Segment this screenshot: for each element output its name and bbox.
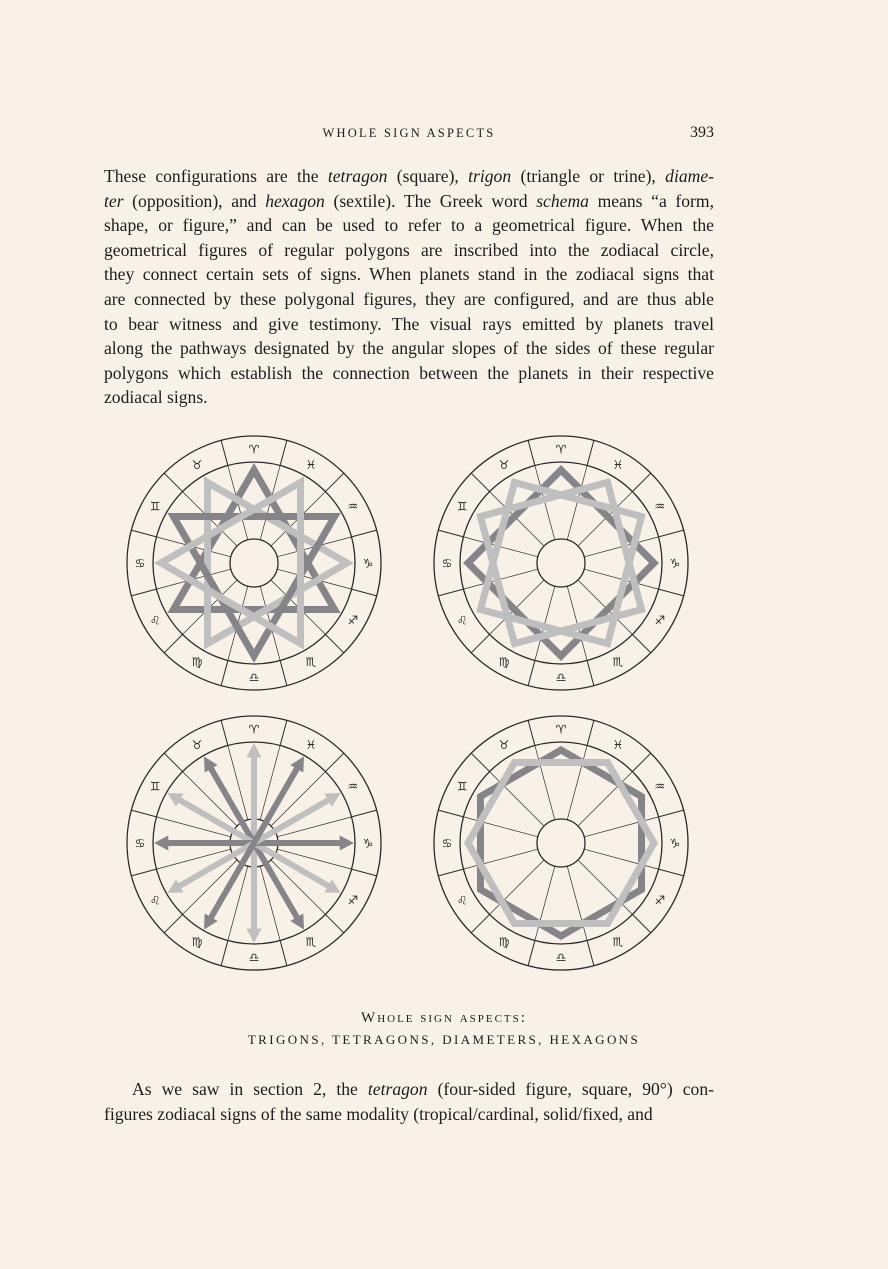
sign-divider — [280, 661, 287, 686]
aspect-wheel-diameters — [127, 716, 381, 970]
inner-circle — [537, 819, 585, 867]
arrow-head — [247, 929, 262, 943]
sign-divider — [587, 661, 594, 686]
italic-term: hexagon — [265, 190, 325, 211]
sign-divider — [438, 810, 463, 817]
sign-divider — [471, 473, 489, 491]
zodiac-sign-glyph: ♌ — [456, 893, 468, 908]
zodiac-sign-glyph: ♍ — [191, 655, 203, 670]
text-line — [104, 287, 714, 312]
body-paragraph-2 — [104, 1077, 714, 1126]
zodiac-sign-glyph: ♏ — [612, 935, 624, 950]
aspect-wheels-figure — [0, 430, 888, 990]
zodiac-sign-glyph: ♍ — [498, 935, 510, 950]
inner-circle — [230, 539, 278, 587]
zodiac-sign-glyph: ♑ — [669, 836, 681, 851]
text-line — [104, 164, 714, 189]
sign-divider — [352, 869, 377, 876]
sign-divider — [587, 440, 594, 465]
sign-divider — [352, 530, 377, 537]
text-line — [104, 262, 714, 287]
zodiac-sign-glyph: ♊ — [149, 779, 161, 794]
zodiac-sign-glyph: ♐ — [654, 613, 666, 628]
sign-divider — [131, 810, 156, 817]
zodiac-sign-glyph: ♈ — [248, 442, 260, 457]
sign-divider — [164, 753, 182, 771]
sign-divider — [659, 810, 684, 817]
sign-divider — [164, 473, 182, 491]
sign-divider — [632, 914, 650, 932]
aspect-wheel-trigons — [127, 436, 381, 690]
text-line — [104, 189, 714, 214]
inner-circle — [537, 539, 585, 587]
sign-divider — [131, 530, 156, 537]
zodiac-sign-glyph: ♓ — [612, 737, 624, 752]
zodiac-sign-glyph: ♋ — [441, 836, 453, 851]
text-run: zodiacal signs. — [104, 387, 208, 408]
text-line — [104, 213, 714, 238]
sign-divider — [438, 869, 463, 876]
figure-caption — [0, 1010, 888, 1048]
aspect-wheel-hexagons — [434, 716, 688, 970]
text-run: means “a form, — [588, 190, 714, 211]
zodiac-sign-glyph: ♎ — [555, 950, 567, 965]
house-spoke — [490, 860, 544, 914]
italic-term: schema — [536, 190, 589, 211]
zodiac-sign-glyph: ♈ — [555, 442, 567, 457]
zodiac-sign-glyph: ♍ — [191, 935, 203, 950]
zodiac-sign-glyph: ♊ — [456, 779, 468, 794]
zodiac-sign-glyph: ♏ — [305, 935, 317, 950]
body-paragraph-1 — [104, 164, 714, 410]
zodiac-sign-glyph: ♐ — [347, 613, 359, 628]
text-run: figures zodiacal signs of the same modality (tropical/cardinal, solid/fixed, and — [104, 1103, 653, 1124]
zodiac-sign-glyph: ♓ — [612, 457, 624, 472]
sign-divider — [131, 869, 156, 876]
sign-divider — [325, 473, 343, 491]
zodiac-sign-glyph: ♑ — [669, 556, 681, 571]
sign-divider — [471, 753, 489, 771]
zodiac-sign-glyph: ♓ — [305, 457, 317, 472]
zodiac-sign-glyph: ♐ — [654, 893, 666, 908]
sign-divider — [164, 914, 182, 932]
arrow-head — [340, 836, 354, 851]
text-run: they connect certain sets of signs. When planets stand in the zodiacal signs that — [104, 264, 714, 285]
text-run: geometrical figures of regular polygons are inscribed into the zodiacal circle, — [104, 239, 714, 260]
sign-divider — [280, 941, 287, 966]
text-line — [104, 385, 714, 410]
house-spoke — [578, 772, 632, 826]
text-line — [104, 361, 714, 386]
sign-divider — [528, 661, 535, 686]
text-line — [104, 336, 714, 361]
sign-divider — [659, 589, 684, 596]
zodiac-sign-glyph: ♎ — [248, 670, 260, 685]
italic-term: tetragon — [367, 1079, 428, 1099]
zodiac-sign-glyph: ♒ — [347, 779, 359, 794]
text-run: (opposition), and — [123, 190, 266, 211]
zodiac-sign-glyph: ♏ — [305, 655, 317, 670]
zodiac-sign-glyph: ♌ — [456, 613, 468, 628]
sign-divider — [280, 720, 287, 745]
sign-divider — [221, 440, 228, 465]
text-run: (sextile). The Greek word — [324, 190, 537, 211]
zodiac-sign-glyph: ♉ — [498, 457, 510, 472]
zodiac-sign-glyph: ♒ — [654, 779, 666, 794]
zodiac-sign-glyph: ♐ — [347, 893, 359, 908]
caption-line-1: Whole sign aspects: — [361, 1010, 527, 1026]
text-line — [104, 312, 714, 337]
italic-term: trigon — [468, 166, 512, 186]
zodiac-sign-glyph: ♈ — [248, 722, 260, 737]
sign-divider — [632, 634, 650, 652]
zodiac-sign-glyph: ♎ — [555, 670, 567, 685]
text-run: polygons which establish the connection between the planets in their respective — [104, 362, 714, 383]
text-run: (triangle or trine), — [511, 166, 666, 186]
zodiac-sign-glyph: ♊ — [149, 499, 161, 514]
sign-divider — [325, 753, 343, 771]
text-line — [104, 1077, 714, 1102]
text-run: shape, or figure,” and can be used to refer to a geometrical figure. When the — [104, 215, 714, 236]
sign-divider — [325, 634, 343, 652]
zodiac-sign-glyph: ♑ — [362, 836, 374, 851]
sign-divider — [221, 941, 228, 966]
zodiac-sign-glyph: ♈ — [555, 722, 567, 737]
zodiac-sign-glyph: ♌ — [149, 893, 161, 908]
caption-line-2: TRIGONS, TETRAGONS, DIAMETERS, HEXAGONS — [247, 1032, 641, 1047]
sign-divider — [587, 720, 594, 745]
zodiac-sign-glyph: ♎ — [248, 950, 260, 965]
zodiac-sign-glyph: ♋ — [134, 556, 146, 571]
sign-divider — [587, 941, 594, 966]
zodiac-sign-glyph: ♉ — [191, 737, 203, 752]
sign-divider — [280, 440, 287, 465]
sign-divider — [632, 473, 650, 491]
zodiac-sign-glyph: ♋ — [134, 836, 146, 851]
sign-divider — [438, 589, 463, 596]
sign-divider — [471, 914, 489, 932]
text-line — [104, 1102, 714, 1127]
sign-divider — [471, 634, 489, 652]
sign-divider — [221, 720, 228, 745]
page-number: 393 — [690, 124, 714, 141]
sign-divider — [164, 634, 182, 652]
zodiac-sign-glyph: ♊ — [456, 499, 468, 514]
arrow-head — [247, 743, 262, 757]
text-run: These configurations are the — [104, 166, 328, 186]
sign-divider — [352, 810, 377, 817]
sign-divider — [659, 530, 684, 537]
italic-term: diame- — [665, 166, 715, 186]
sign-divider — [632, 753, 650, 771]
running-head-title: WHOLE SIGN ASPECTS — [322, 126, 496, 140]
zodiac-sign-glyph: ♓ — [305, 737, 317, 752]
text-run: (four-sided figure, square, 90°) con- — [427, 1079, 715, 1099]
zodiac-sign-glyph: ♉ — [191, 457, 203, 472]
zodiac-sign-glyph: ♋ — [441, 556, 453, 571]
zodiac-sign-glyph: ♍ — [498, 655, 510, 670]
aspect-wheel-tetragons — [434, 436, 688, 690]
sign-divider — [325, 914, 343, 932]
zodiac-sign-glyph: ♏ — [612, 655, 624, 670]
italic-term: tetragon — [327, 166, 388, 186]
sign-divider — [352, 589, 377, 596]
text-run: are connected by these polygonal figures, they are configured, and are thus able — [104, 288, 714, 309]
house-spoke — [578, 860, 632, 914]
sign-divider — [221, 661, 228, 686]
sign-divider — [131, 589, 156, 596]
sign-divider — [659, 869, 684, 876]
sign-divider — [528, 720, 535, 745]
zodiac-sign-glyph: ♌ — [149, 613, 161, 628]
sign-divider — [438, 530, 463, 537]
text-run: As we saw in section 2, the — [132, 1079, 368, 1099]
zodiac-sign-glyph: ♒ — [347, 499, 359, 514]
running-head — [104, 126, 714, 148]
zodiac-sign-glyph: ♑ — [362, 556, 374, 571]
text-run: along the pathways designated by the angular slopes of the sides of these regular — [104, 338, 714, 359]
sign-divider — [528, 440, 535, 465]
text-run: to bear witness and give testimony. The visual rays emitted by planets travel — [104, 313, 714, 334]
arrow-head — [154, 836, 168, 851]
zodiac-sign-glyph: ♉ — [498, 737, 510, 752]
house-spoke — [490, 772, 544, 826]
italic-term: ter — [104, 190, 124, 211]
zodiac-sign-glyph: ♒ — [654, 499, 666, 514]
sign-divider — [528, 941, 535, 966]
text-run: (square), — [387, 166, 469, 186]
text-line — [104, 238, 714, 263]
